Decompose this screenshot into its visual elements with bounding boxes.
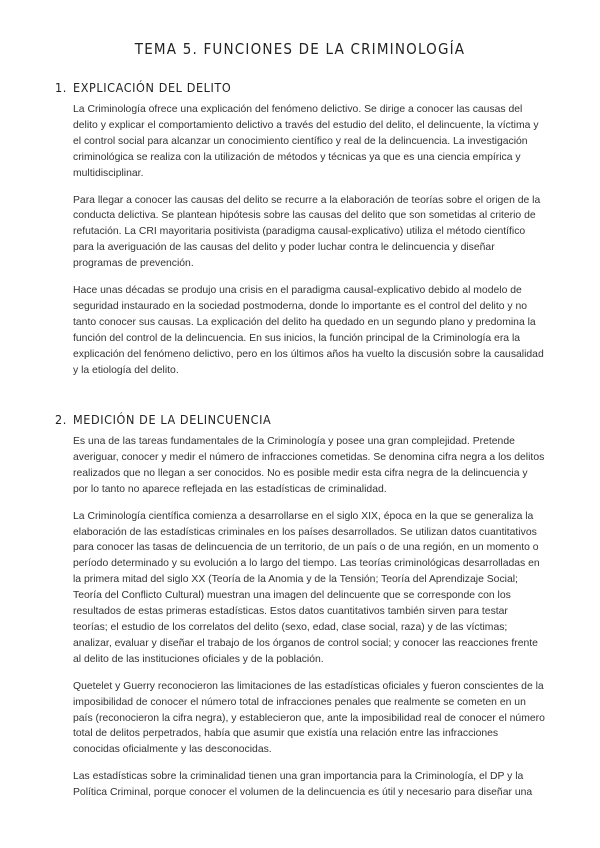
paragraph: Para llegar a conocer las causas del delito se recurre a la elaboración de teorías sobre el origen de la conducta delictiva. Se plantean hipótesis sobre las causas del delito que son sometidas al criterio de refutación. La CRI mayoritaria positivista (paradigma causal-explicativo) utiliza el método científico para la averiguación de las causas del delito y poder luchar contra le delincuencia y diseñar programas de prevención. — [73, 194, 541, 270]
section-medicion-de-la-delincuencia — [55, 412, 545, 812]
paragraph: Quetelet y Guerry reconocieron las limitaciones de las estadísticas oficiales y fueron conscientes de la imposibilidad de conocer el número total de infracciones penales que realmente se cometen en un país (reconocieron la cifra negra), y establecieron que, ante la imposibilidad real de conocer el número total de delitos perpetrados, había que asumir que existía una relación entre las infracciones conocidas oficialmente y las desconocidas. — [73, 680, 545, 756]
paragraph: La Criminología ofrece una explicación del fenómeno delictivo. Se dirige a conocer las causas del delito y explicar el comportamiento delictivo a través del estudio del delito, el delincuente, la víctima y el control social para alcanzar un conocimiento científico y real de la delincuencia. La investigación criminológica se realiza con la utilización de métodos y técnicas ya que es una ciencia empírica y multidisciplinar. — [73, 104, 539, 179]
section-heading — [55, 80, 545, 95]
page-title: TEMA 5. FUNCIONES DE LA CRIMINOLOGÍA — [134, 40, 466, 58]
paragraph: Las estadísticas sobre la criminalidad tienen una gran importancia para la Criminología, el DP y la Política Criminal, porque conocer el volumen de la delincuencia es útil y necesario para diseñar una — [73, 771, 533, 799]
paragraph: La Criminología científica comienza a desarrollarse en el siglo XIX, época en la que se generaliza la elaboración de las estadísticas criminales en los países desarrollados. Se utilizan datos cuantitativos para conocer las tasas de delincuencia de un territorio, de un país o de una región, en un momento o período determinado y su evolución a lo largo del tiempo. Las teorías criminológicas desarrolladas en la primera mitad del siglo XX (Teoría de la Anomia y de la Tensión; Teoría del Aprendizaje Social; Teoría del Conflicto Cultural) muestran una imagen del delincuente que se corresponde con los resultados de estas primeras estadísticas. Estos datos cuantitativos también sirven para testar teorías; el estudio de los correlatos del delito (sexo, edad, clase social, raza) y de las víctimas; analizar, evaluar y diseñar el trabajo de los órganos de control social; y conocer las reacciones frente al delito de las instituciones oficiales y de la población. — [73, 510, 540, 665]
section-number: 1. — [55, 80, 67, 95]
section-title: MEDICIÓN DE LA DELINCUENCIA — [73, 412, 272, 427]
section-heading — [55, 412, 545, 427]
section-number: 2. — [55, 412, 67, 427]
paragraph: Es una de las tareas fundamentales de la Criminología y posee una gran complejidad. Pretende averiguar, conocer y medir el número de infracciones cometidas. Se denomina cifra negra a los delitos realizados que no llegan a ser conocidos. No es posible medir esta cifra negra de la delincuencia y por lo tanto no aparece reflejada en las estadísticas de criminalidad. — [73, 436, 545, 495]
section-explicacion-del-delito — [55, 80, 545, 390]
section-title: EXPLICACIÓN DEL DELITO — [73, 80, 232, 95]
section-body — [73, 434, 545, 801]
paragraph: Hace unas décadas se produjo una crisis en el paradigma causal-explicativo debido al modelo de seguridad instaurado en la sociedad postmoderna, donde lo importante es el control del delito y no tanto conocer sus causas. La explicación del delito ha quedado en un segundo plano y predomina la función del control de la delincuencia. En sus inicios, la función principal de la Criminología era la explicación del fenómeno delictivo, pero en los últimos años ha vuelto la discusión sobre la causalidad y la etiología del delito. — [73, 285, 544, 376]
section-body — [73, 102, 545, 379]
